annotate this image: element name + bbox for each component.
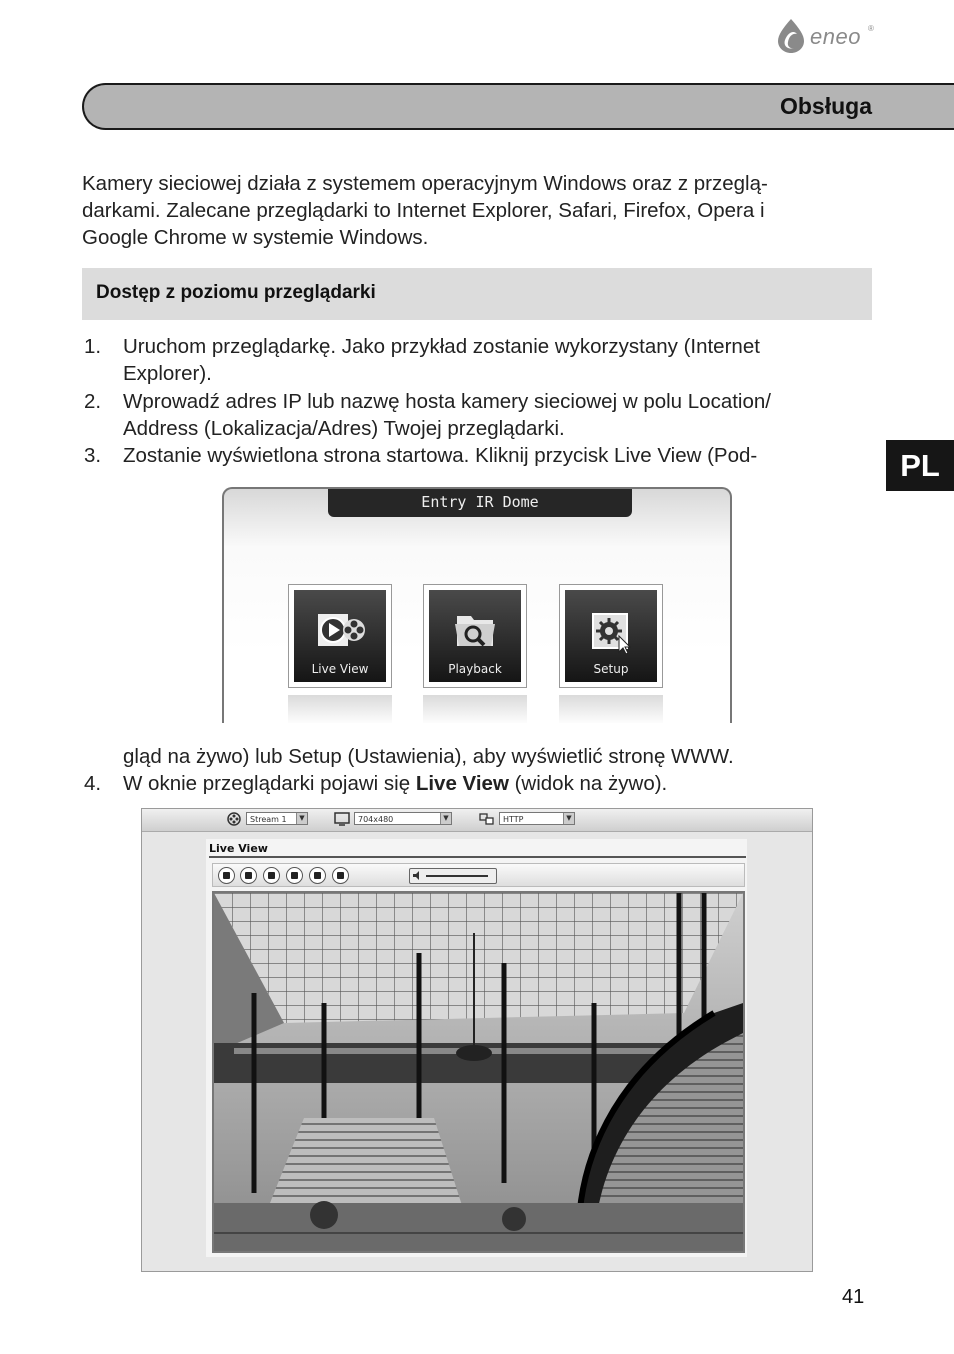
- monitor-icon: [334, 812, 350, 826]
- title-divider: [209, 856, 746, 858]
- step-line: Uruchom przeglądarkę. Jako przykład zostanie wykorzystany (Internet: [123, 335, 760, 358]
- tile-reflection: [288, 695, 392, 723]
- step-number: 3.: [84, 444, 102, 467]
- live-view-screenshot: [141, 808, 813, 1272]
- playback-tile[interactable]: [423, 584, 527, 688]
- logo-wordmark: eneo: [810, 24, 861, 49]
- live-view-icon: [316, 608, 366, 654]
- protocol-select-value: HTTP: [503, 815, 524, 824]
- intro-line: Kamery sieciowej działa z systemem operacyjnym Windows oraz z przeglą-: [82, 172, 768, 195]
- intro-paragraph: [82, 170, 882, 251]
- setup-label: Setup: [593, 662, 629, 676]
- speaker-icon: [412, 870, 424, 881]
- intro-line: darkami. Zalecane przeglądarki to Internet Explorer, Safari, Firefox, Opera i: [82, 199, 765, 222]
- eneo-logo: [776, 18, 876, 56]
- intro-line: Google Chrome w systemie Windows.: [82, 226, 429, 249]
- tile-reflection: [423, 695, 527, 723]
- tile-reflection: [559, 695, 663, 723]
- chevron-down-icon: ▼: [440, 813, 451, 824]
- setup-tile[interactable]: [559, 584, 663, 688]
- volume-slider[interactable]: [409, 868, 497, 884]
- step-line: Wprowadź adres IP lub nazwę hosta kamery sieciowej w polu Location/: [123, 390, 771, 413]
- step-text: [123, 770, 883, 797]
- resolution-select-value: 704x480: [358, 815, 394, 824]
- protocol-select[interactable]: [499, 812, 575, 825]
- live-view-toolbar: [142, 809, 812, 832]
- live-view-title: Live View: [209, 842, 268, 855]
- step-text: Zostanie wyświetlona strona startowa. Kliknij przycisk Live View (Pod-: [123, 444, 758, 467]
- stream-select-value: Stream 1: [250, 815, 287, 824]
- live-view-tile[interactable]: [288, 584, 392, 688]
- step-text-bold: Live View: [415, 772, 509, 795]
- step-text: [123, 388, 883, 442]
- eneo-drop-icon: [776, 18, 806, 54]
- language-tab: PL: [886, 440, 954, 491]
- chapter-title: Obsługa: [779, 93, 872, 119]
- step-text-part: (widok na żywo).: [508, 772, 668, 795]
- camera-image: [214, 893, 743, 1251]
- step-text: gląd na żywo) lub Setup (Ustawienia), aby wyświetlić stronę WWW.: [123, 745, 734, 768]
- step-number: 1.: [84, 335, 102, 358]
- fullscreen-button[interactable]: [309, 867, 326, 884]
- pause-button[interactable]: [218, 867, 235, 884]
- section-title: Dostęp z poziomu przeglądarki: [96, 282, 376, 303]
- playback-folder-icon: [451, 608, 501, 654]
- stream-icon: [226, 812, 242, 826]
- live-video-frame: [212, 891, 745, 1253]
- resolution-select[interactable]: [354, 812, 452, 825]
- logo-registered-mark: ®: [868, 24, 874, 33]
- chevron-down-icon: ▼: [296, 813, 307, 824]
- live-view-label: Live View: [311, 662, 369, 676]
- stream-select[interactable]: [246, 812, 308, 825]
- start-page-title: Entry IR Dome: [328, 489, 632, 517]
- step-text: [123, 333, 883, 387]
- step-text-part: W oknie przeglądarki pojawi się: [123, 772, 416, 795]
- snapshot-button[interactable]: [263, 867, 280, 884]
- step-line: Address (Lokalizacja/Adres) Twojej przeglądarki.: [123, 417, 565, 440]
- step-number: 2.: [84, 390, 102, 413]
- setup-gear-icon: [587, 608, 637, 654]
- network-icon: [479, 812, 495, 826]
- start-page-screenshot: [222, 487, 732, 723]
- stop-button[interactable]: [240, 867, 257, 884]
- step-number: 4.: [84, 772, 102, 795]
- volume-track: [426, 875, 488, 877]
- zoom-button[interactable]: [286, 867, 303, 884]
- video-controls: [212, 863, 745, 887]
- talk-button[interactable]: [332, 867, 349, 884]
- chevron-down-icon: ▼: [563, 813, 574, 824]
- step-line: Explorer).: [123, 362, 212, 385]
- playback-label: Playback: [448, 662, 502, 676]
- page-number: 41: [842, 1286, 865, 1308]
